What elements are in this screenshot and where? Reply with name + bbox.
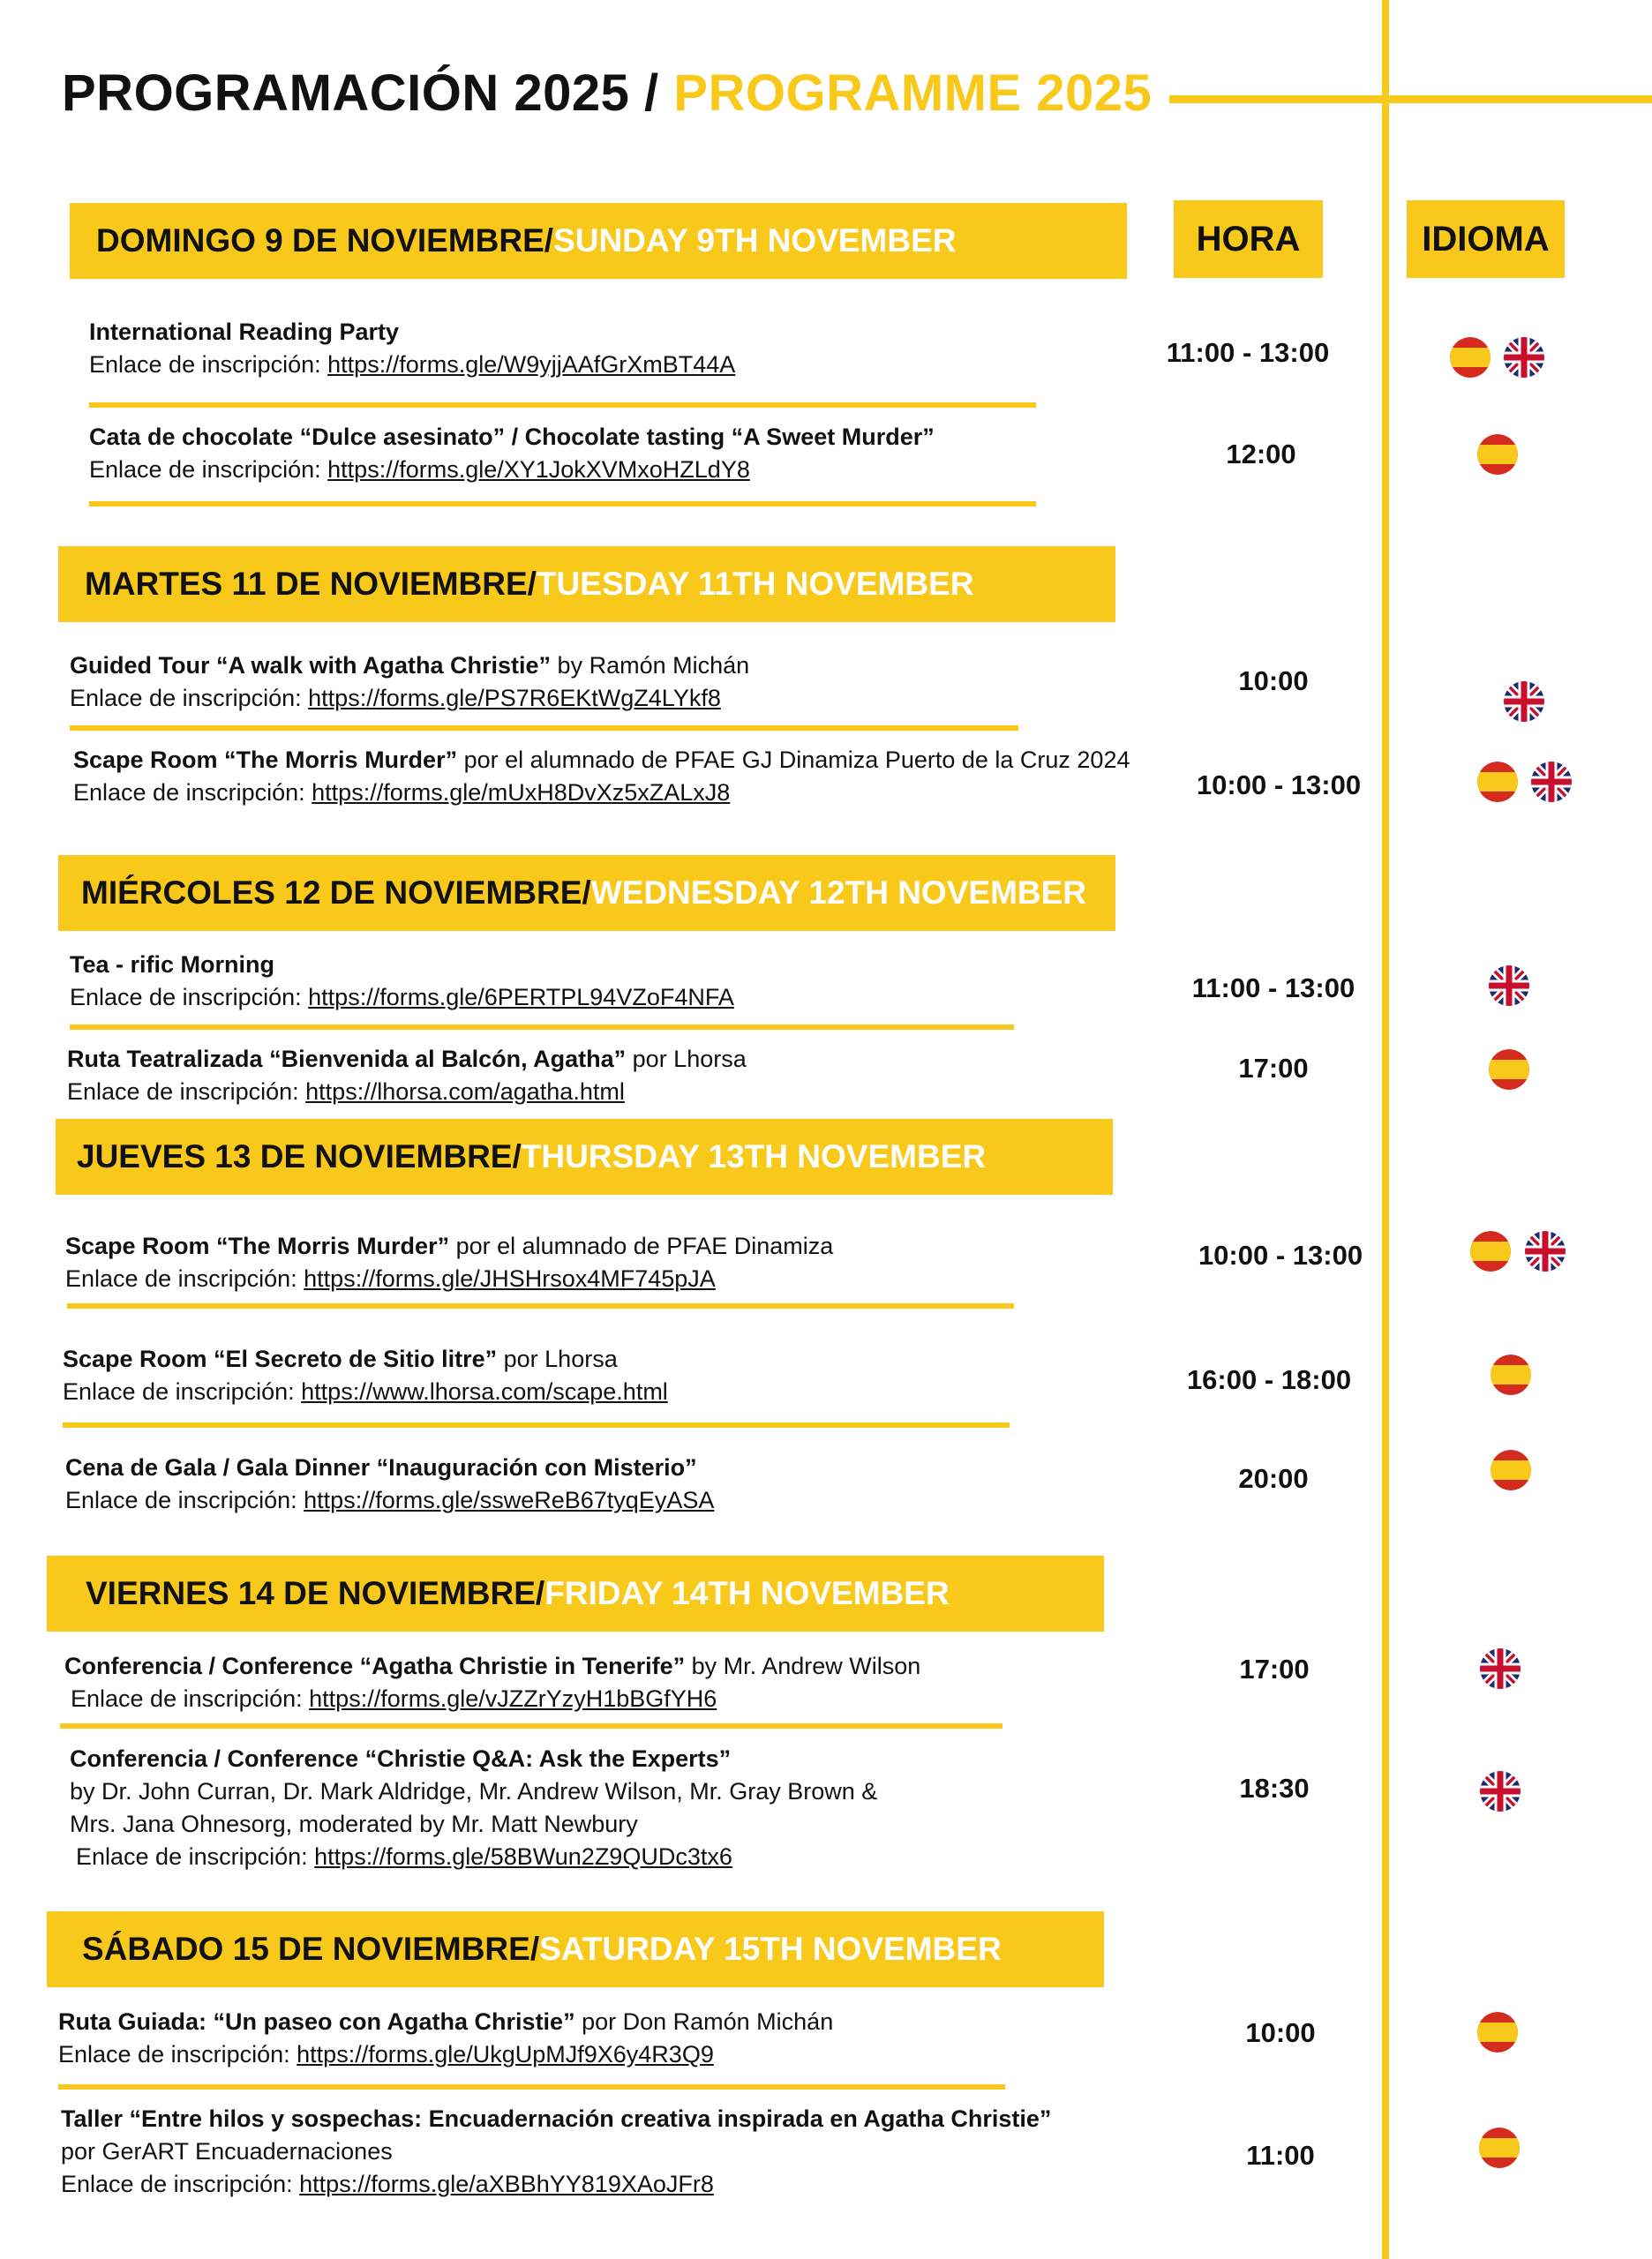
event-time: 10:00 - 13:00 [1198, 1240, 1363, 1271]
event-subtitle: por Lhorsa [626, 1046, 747, 1072]
link-label: Enlace de inscripción: [71, 1685, 310, 1712]
separator [67, 1303, 1014, 1309]
registration-link[interactable]: https://forms.gle/58BWun2Z9QUDc3tx6 [314, 1843, 732, 1870]
event-time: 11:00 [1246, 2140, 1315, 2171]
event-time: 10:00 - 13:00 [1196, 769, 1362, 800]
event-item [64, 1650, 920, 1715]
es-flag-icon [1489, 1049, 1529, 1090]
day-es: MARTES 11 DE NOVIEMBRE [85, 566, 528, 602]
event-item [61, 2103, 1051, 2201]
event-item [70, 949, 734, 1014]
event-time: 16:00 - 18:00 [1186, 1364, 1352, 1395]
uk-flag-icon [1480, 1648, 1521, 1689]
registration-link[interactable]: https://forms.gle/JHSHrsox4MF745pJA [304, 1265, 716, 1292]
title-rule [1169, 95, 1652, 103]
link-label: Enlace de inscripción: [63, 1378, 302, 1405]
registration-link[interactable]: https://forms.gle/PS7R6EKtWgZ4LYkf8 [308, 685, 721, 711]
day-sep: / [512, 1138, 522, 1175]
uk-flag-icon [1531, 762, 1572, 802]
uk-flag-icon [1480, 1771, 1521, 1812]
day-es: DOMINGO 9 DE NOVIEMBRE [96, 222, 544, 259]
title-en: PROGRAMME 2025 [673, 64, 1153, 122]
uk-flag-icon [1504, 337, 1544, 378]
es-flag-icon [1479, 2128, 1520, 2168]
event-time: 20:00 [1238, 1463, 1309, 1494]
day-es: VIERNES 14 DE NOVIEMBRE [86, 1575, 536, 1611]
separator [70, 1024, 1014, 1030]
event-title: Conferencia / Conference “Agatha Christie in Tenerife” [64, 1653, 686, 1679]
event-title: Tea - rific Morning [70, 951, 275, 978]
event-time: 11:00 - 13:00 [1166, 337, 1330, 368]
event-title: International Reading Party [89, 319, 400, 345]
day-en: FRIDAY 14TH NOVEMBER [544, 1575, 950, 1611]
link-label: Enlace de inscripción: [89, 351, 328, 378]
separator [89, 501, 1036, 507]
registration-link[interactable]: https://forms.gle/vJZZrYzyH1bBGfYH6 [309, 1685, 717, 1712]
link-label: Enlace de inscripción: [70, 685, 309, 711]
separator [60, 1723, 1002, 1729]
day-es: JUEVES 13 DE NOVIEMBRE [77, 1138, 513, 1175]
event-time: 18:30 [1239, 1773, 1310, 1804]
event-title: Scape Room “The Morris Murder” [73, 747, 458, 773]
registration-link[interactable]: https://www.lhorsa.com/scape.html [301, 1378, 668, 1405]
event-item [73, 744, 1130, 809]
day-sep: / [527, 566, 537, 602]
link-label: Enlace de inscripción: [70, 984, 309, 1010]
event-title: Taller “Entre hilos y sospechas: Encuadernación creativa inspirada en Agatha Christie” [61, 2105, 1052, 2132]
event-time: 11:00 - 13:00 [1191, 972, 1355, 1003]
uk-flag-icon [1504, 681, 1544, 722]
link-label: Enlace de inscripción: [65, 1487, 304, 1513]
registration-link[interactable]: https://forms.gle/XY1JokXVMxoHZLdY8 [327, 456, 750, 483]
day-header-wednesday [58, 855, 1115, 931]
day-en: THURSDAY 13TH NOVEMBER [521, 1138, 987, 1175]
day-header-thursday [56, 1119, 1113, 1195]
event-item [63, 1343, 668, 1408]
link-label: Enlace de inscripción: [58, 2041, 297, 2068]
link-label: Enlace de inscripción: [67, 1078, 306, 1105]
event-organizer: por GerART Encuadernaciones [61, 2138, 393, 2165]
link-label: Enlace de inscripción: [76, 1843, 315, 1870]
separator [70, 725, 1018, 731]
event-item [89, 421, 935, 486]
day-en: WEDNESDAY 12TH NOVEMBER [590, 874, 1087, 911]
es-flag-icon [1491, 1450, 1531, 1490]
event-item [70, 1743, 877, 1873]
registration-link[interactable]: https://forms.gle/W9yjjAAfGrXmBT44A [327, 351, 736, 378]
day-en: TUESDAY 11TH NOVEMBER [536, 566, 974, 602]
event-speakers-cont: Mrs. Jana Ohnesorg, moderated by Mr. Matt Newbury [70, 1811, 638, 1837]
event-time: 10:00 [1238, 665, 1309, 696]
event-title: Cata de chocolate “Dulce asesinato” / Chocolate tasting “A Sweet Murder” [89, 424, 935, 450]
event-title: Ruta Guiada: “Un paseo con Agatha Christie” [58, 2008, 575, 2035]
event-subtitle: by Ramón Michán [551, 652, 750, 679]
event-title: Ruta Teatralizada “Bienvenida al Balcón, Agatha” [67, 1046, 627, 1072]
link-label: Enlace de inscripción: [73, 779, 312, 806]
es-flag-icon [1477, 434, 1518, 475]
day-es: MIÉRCOLES 12 DE NOVIEMBRE [81, 874, 582, 911]
event-subtitle: por Don Ramón Michán [574, 2008, 834, 2035]
separator [89, 402, 1036, 408]
es-flag-icon [1470, 1231, 1511, 1272]
page-title [62, 64, 1152, 123]
day-sep: / [582, 874, 591, 911]
day-en: SATURDAY 15TH NOVEMBER [539, 1931, 1002, 1967]
event-title: Scape Room “The Morris Murder” [65, 1233, 450, 1259]
event-subtitle: por el alumnado de PFAE Dinamiza [449, 1233, 834, 1259]
separator [63, 1422, 1010, 1428]
day-es: SÁBADO 15 DE NOVIEMBRE [82, 1931, 530, 1967]
day-en: SUNDAY 9TH NOVEMBER [553, 222, 957, 259]
event-subtitle: por Lhorsa [497, 1346, 618, 1372]
event-time: 10:00 [1245, 2017, 1316, 2048]
event-title: Conferencia / Conference “Christie Q&A: Ask the Experts” [70, 1745, 732, 1772]
event-title: Cena de Gala / Gala Dinner “Inauguración con Misterio” [65, 1454, 697, 1481]
link-label: Enlace de inscripción: [65, 1265, 304, 1292]
event-title: Scape Room “El Secreto de Sitio litre” [63, 1346, 498, 1372]
uk-flag-icon [1489, 965, 1529, 1006]
es-flag-icon [1491, 1355, 1531, 1395]
day-header-sunday [70, 203, 1127, 279]
registration-link[interactable]: https://forms.gle/6PERTPL94VZoF4NFA [308, 984, 734, 1010]
event-time: 17:00 [1238, 1053, 1309, 1084]
day-header-friday [47, 1556, 1104, 1632]
event-item [70, 649, 749, 715]
event-item [89, 316, 735, 381]
day-sep: / [544, 222, 554, 259]
event-item [65, 1452, 714, 1517]
day-header-tuesday [58, 546, 1115, 622]
es-flag-icon [1450, 337, 1491, 378]
es-flag-icon [1477, 2012, 1518, 2053]
separator [58, 2084, 1005, 2090]
registration-link[interactable]: https://forms.gle/ssweReB67tyqEyASA [304, 1487, 715, 1513]
event-item [67, 1043, 747, 1108]
column-header-time: HORA [1174, 200, 1323, 278]
link-label: Enlace de inscripción: [61, 2171, 300, 2197]
event-time: 12:00 [1226, 439, 1296, 469]
event-item [58, 2006, 833, 2071]
day-sep: / [535, 1575, 545, 1611]
title-sep: / [629, 64, 674, 122]
registration-link[interactable]: https://forms.gle/aXBBhYY819XAoJFr8 [299, 2171, 714, 2197]
event-time: 17:00 [1239, 1654, 1310, 1685]
uk-flag-icon [1525, 1231, 1566, 1272]
vertical-rule [1382, 0, 1389, 2259]
title-es: PROGRAMACIÓN 2025 [62, 64, 630, 122]
link-label: Enlace de inscripción: [89, 456, 328, 483]
day-sep: / [529, 1931, 540, 1967]
event-subtitle: by Mr. Andrew Wilson [685, 1653, 921, 1679]
column-header-language: IDIOMA [1407, 200, 1565, 278]
registration-link[interactable]: https://forms.gle/mUxH8DvXz5xZALxJ8 [312, 779, 731, 806]
registration-link[interactable]: https://lhorsa.com/agatha.html [305, 1078, 625, 1105]
day-header-saturday [47, 1911, 1104, 1987]
event-speakers: by Dr. John Curran, Dr. Mark Aldridge, Mr. Andrew Wilson, Mr. Gray Brown & [70, 1778, 878, 1805]
event-subtitle: por el alumnado de PFAE GJ Dinamiza Puerto de la Cruz 2024 [457, 747, 1130, 773]
event-title: Guided Tour “A walk with Agatha Christie” [70, 652, 552, 679]
registration-link[interactable]: https://forms.gle/UkgUpMJf9X6y4R3Q9 [297, 2041, 714, 2068]
es-flag-icon [1477, 762, 1518, 802]
event-item [65, 1230, 833, 1295]
